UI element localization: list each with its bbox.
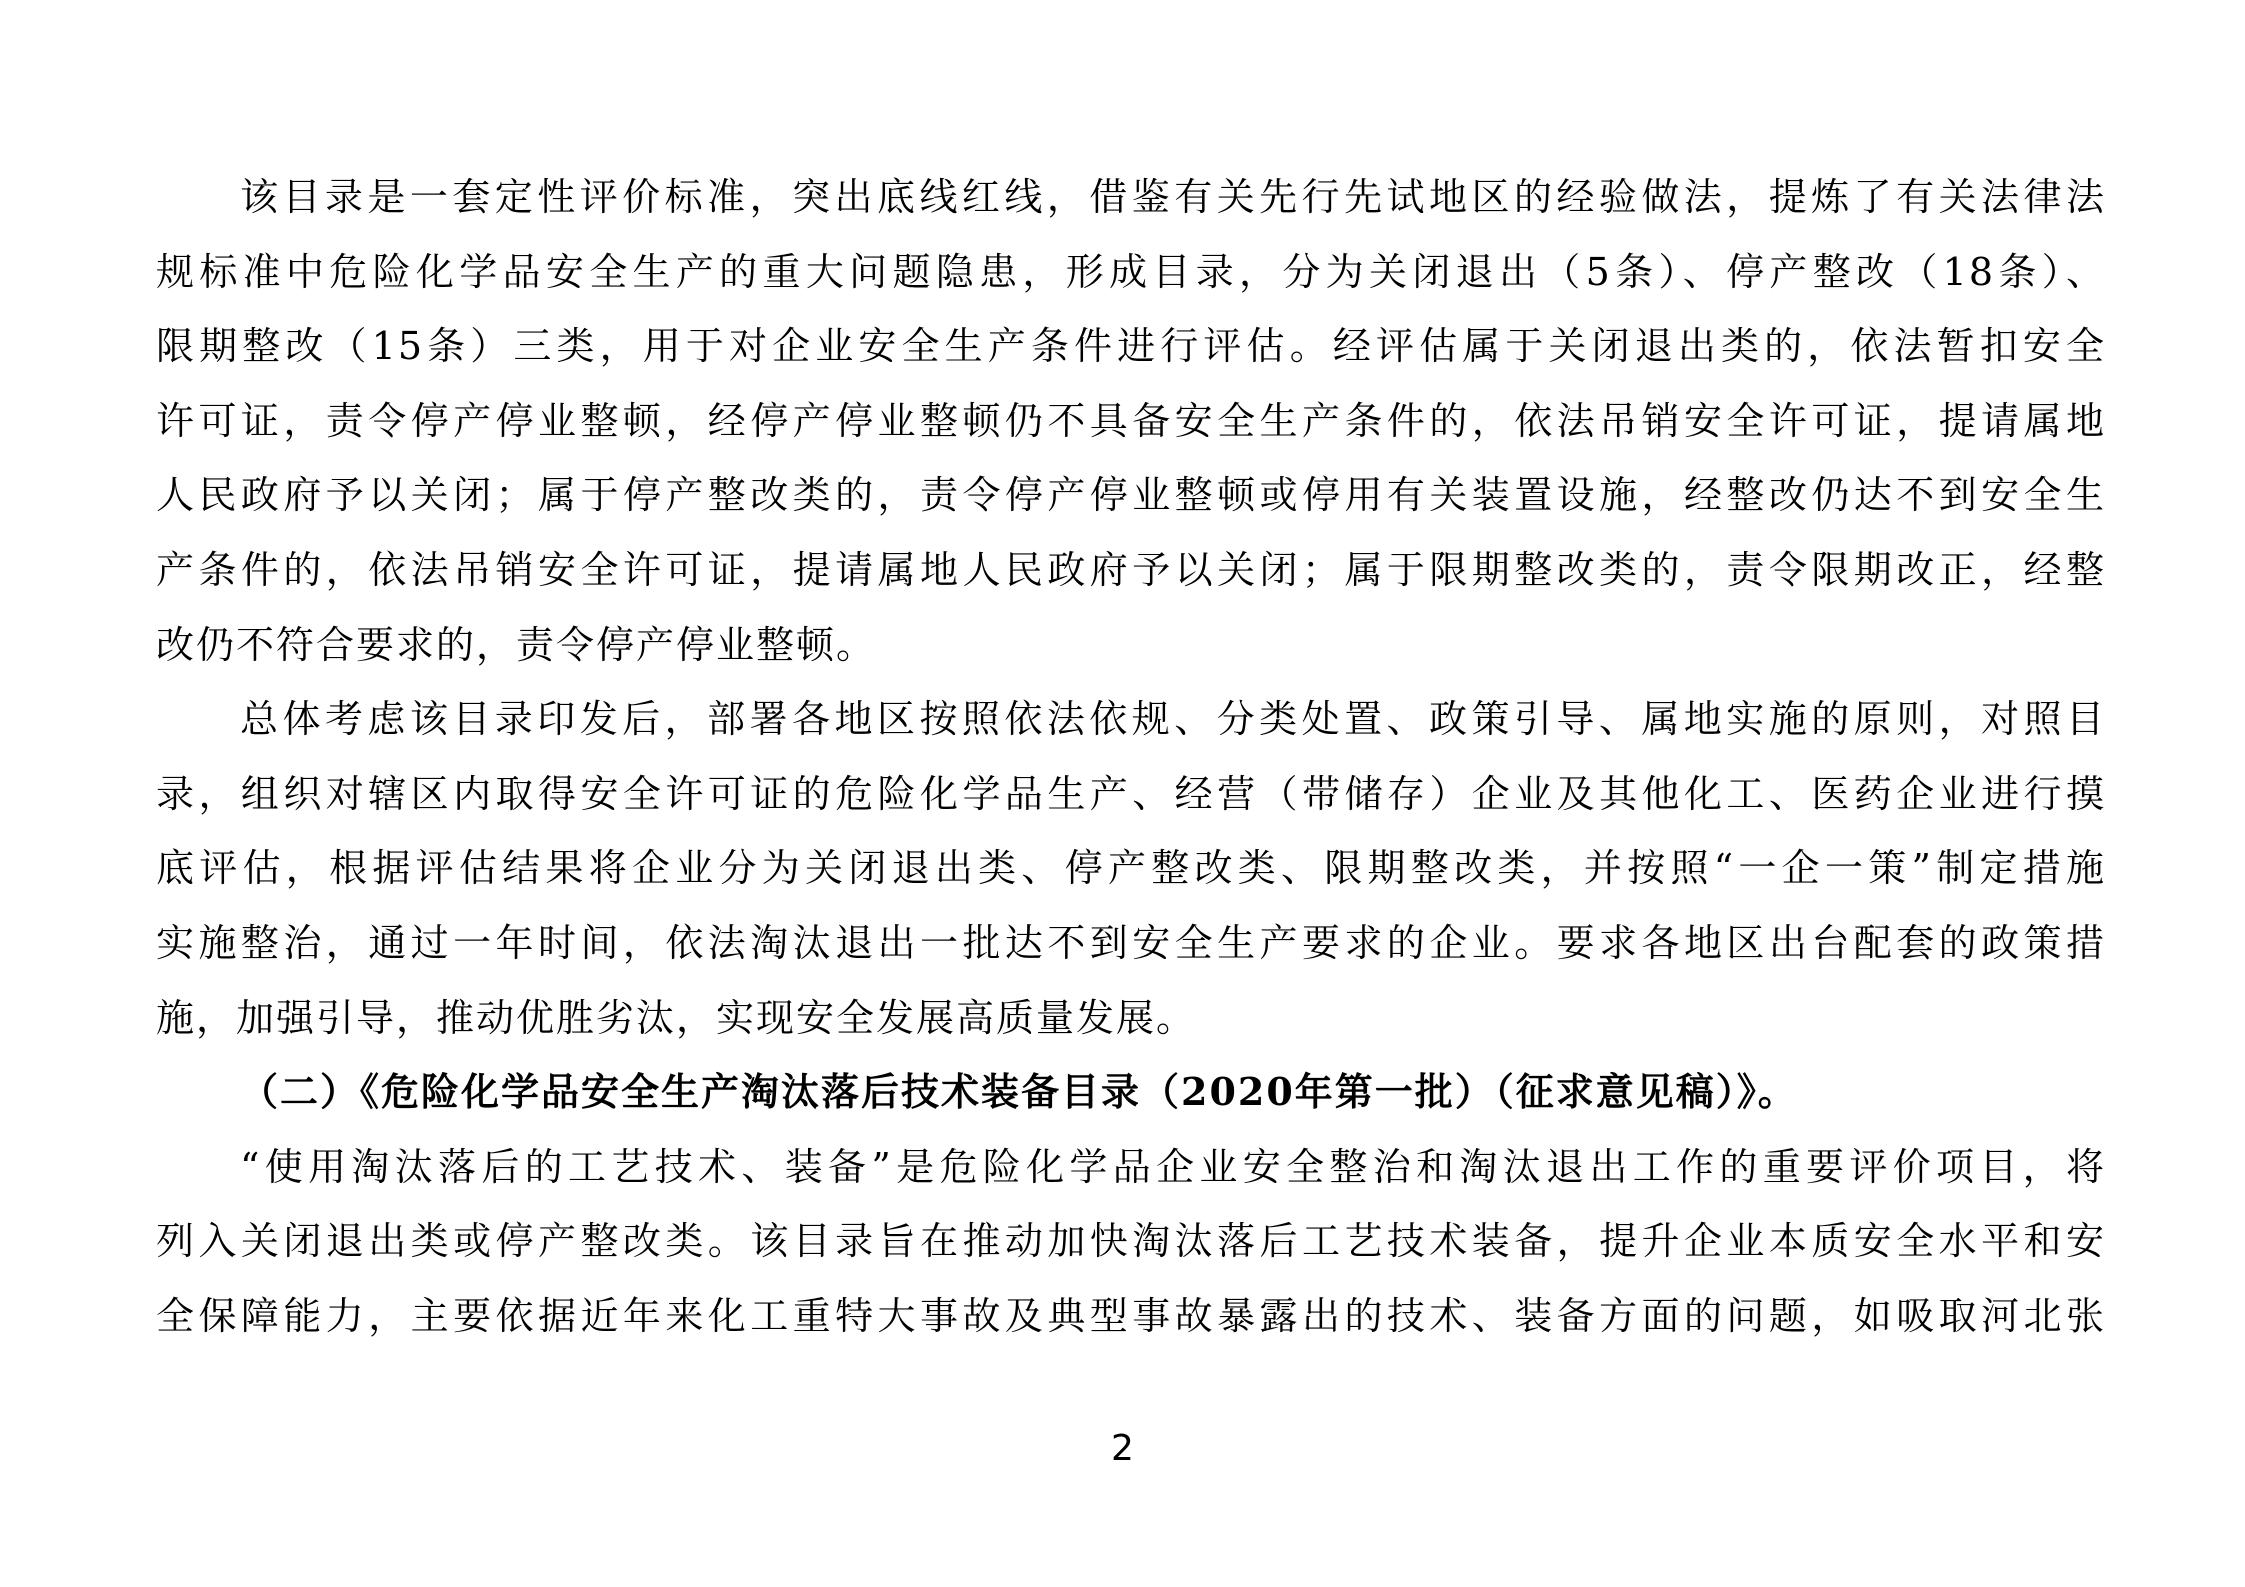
text-line: 施，加强引导，推动优胜劣汰，实现安全发展高质量发展。 [156, 995, 1197, 1040]
paragraph [156, 160, 2106, 682]
text-line: 许可证，责令停产停业整顿，经停产停业整顿仍不具备安全生产条件的，依法吊销安全许可证，提请属地 [156, 398, 2106, 443]
text-line: 全保障能力，主要依据近年来化工重特大事故及典型事故暴露出的技术、装备方面的问题，如吸取河北张 [156, 1293, 2106, 1338]
section-heading [156, 1055, 2106, 1130]
text-line: 实施整治，通过一年时间，依法淘汰退出一批达不到安全生产要求的企业。要求各地区出台配套的政策措 [156, 920, 2106, 965]
text-line: 人民政府予以关闭；属于停产整改类的，责令停产停业整顿或停用有关装置设施，经整改仍达不到安全生 [156, 473, 2106, 518]
text-line: 改仍不符合要求的，责令停产停业整顿。 [156, 622, 877, 667]
text-line: “使用淘汰落后的工艺技术、装备”是危险化学品企业安全整治和淘汰退出工作的重要评价项目，将 [240, 1144, 2106, 1189]
text-line: 列入关闭退出类或停产整改类。该目录旨在推动加快淘汰落后工艺技术装备，提升企业本质安全水平和安 [156, 1219, 2106, 1264]
text-line: 录，组织对辖区内取得安全许可证的危险化学品生产、经营（带储存）企业及其他化工、医药企业进行摸 [156, 771, 2106, 816]
text-line: 限期整改（15条）三类，用于对企业安全生产条件进行评估。经评估属于关闭退出类的，依法暂扣安全 [156, 324, 2106, 369]
text-line: 产条件的，依法吊销安全许可证，提请属地人民政府予以关闭；属于限期整改类的，责令限期改正，经整 [156, 547, 2106, 592]
document-body [156, 160, 2106, 1354]
text-line: 该目录是一套定性评价标准，突出底线红线，借鉴有关先行先试地区的经验做法，提炼了有关法律法 [240, 175, 2106, 219]
text-line: 规标准中危险化学品安全生产的重大问题隐患，形成目录，分为关闭退出（5条）、停产整改（18条）、 [156, 249, 2106, 294]
paragraph [156, 682, 2106, 1055]
text-line: 总体考虑该目录印发后，部署各地区按照依法依规、分类处置、政策引导、属地实施的原则，对照目 [240, 697, 2106, 742]
page-number: 2 [1111, 1428, 1134, 1469]
text-line: 底评估，根据评估结果将企业分为关闭退出类、停产整改类、限期整改类，并按照“一企一策”制定措施 [156, 846, 2106, 891]
text-line: （二）《危险化学品安全生产淘汰落后技术装备目录（2020年第一批）（征求意见稿）》。 [240, 1069, 1798, 1115]
paragraph [156, 1130, 2106, 1354]
